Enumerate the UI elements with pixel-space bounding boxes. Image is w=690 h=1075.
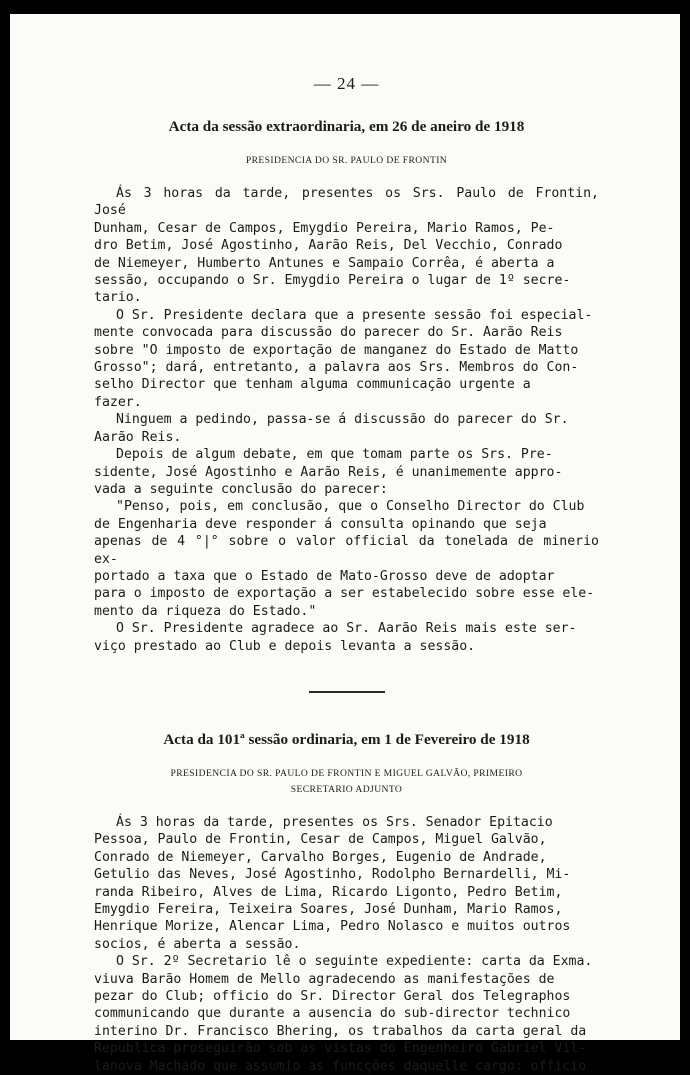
text-line: viuva Barão Homem de Mello agradecendo as manifestações de <box>94 971 555 987</box>
text-line: Republica proseguirão sob as vistas do Engenheiro Gabriel Vil- <box>94 1041 587 1057</box>
section-1-body <box>94 185 599 655</box>
section-2-title: Acta da 101ª sessão ordinaria, em 1 de Fevereiro de 1918 <box>163 730 530 748</box>
section-2-presidency <box>94 766 599 798</box>
text-line: vada a seguinte conclusão do parecer: <box>94 481 388 497</box>
text-line: mente convocada para discussão do parecer do Sr. Aarão Reis <box>94 325 563 341</box>
text-line: sobre "O imposto de exportação de manganez do Estado de Matto <box>94 342 579 358</box>
text-line: de Niemeyer, Humberto Antunes e Sampaio Corrêa, é aberta a <box>94 255 555 271</box>
text-line: O Sr. Presidente declara que a presente sessão foi especial- <box>116 307 593 323</box>
text-line: lanova Machado que assumio as funcções daquelle cargo: officio <box>94 1058 587 1074</box>
text-line: portado a taxa que o Estado de Mato-Grosso deve de adoptar <box>94 568 555 584</box>
document-page <box>10 14 680 1074</box>
page-content <box>94 74 599 1075</box>
text-line: O Sr. Presidente agradece ao Sr. Aarão Reis mais este ser- <box>116 621 577 637</box>
text-line: randa Ribeiro, Alves de Lima, Ricardo Ligonto, Pedro Betim, <box>94 884 563 900</box>
text-line: Emygdio Fereira, Teixeira Soares, José Dunham, Mario Ramos, <box>94 902 563 917</box>
presidency-line: PRESIDENCIA DO SR. PAULO DE FRONTIN E MIGUEL GALVÃO, PRIMEIRO <box>170 767 523 779</box>
section-divider <box>309 691 385 693</box>
text-line: viço prestado ao Club e depois levanta a sessão. <box>94 638 476 654</box>
text-line: interino Dr. Francisco Bhering, os trabalhos da carta geral da <box>94 1023 587 1039</box>
page-number: — 24 — <box>313 74 380 93</box>
section-1-presidency: PRESIDENCIA DO SR. PAULO DE FRONTIN <box>245 155 448 166</box>
text-line: Ninguem a pedindo, passa-se á discussão do parecer do Sr. <box>116 412 569 428</box>
text-line: pezar do Club; officio do Sr. Director Geral dos Telegraphos <box>94 989 571 1005</box>
text-line: Depois de algum debate, em que tomam parte os Srs. Pre- <box>116 447 553 463</box>
text-line: socios, é aberta a sessão. <box>94 936 301 952</box>
text-line: O Sr. 2º Secretario lê o seguinte expediente: carta da Exma. <box>116 954 593 970</box>
text-line: Henrique Morize, Alencar Lima, Pedro Nolasco e muitos outros <box>94 919 571 935</box>
text-line: Getulio das Neves, José Agostinho, Rodolpho Bernardelli, Mi- <box>94 867 571 883</box>
presidency-line: SECRETARIO ADJUNTO <box>290 783 403 795</box>
text-line: "Penso, pois, em conclusão, que o Conselho Director do Club <box>116 499 585 515</box>
text-line: mento da riqueza do Estado." <box>94 603 317 619</box>
text-line: Aarão Reis. <box>94 429 182 445</box>
text-line: Dunham, Cesar de Campos, Emygdio Pereira, Mario Ramos, Pe- <box>94 220 555 236</box>
text-line: Ás 3 horas da tarde, presentes os Srs. Senador Epitacio <box>116 814 553 830</box>
text-line: dro Betim, José Agostinho, Aarão Reis, Del Vecchio, Conrado <box>94 238 563 254</box>
text-line: tario. <box>94 290 142 306</box>
text-line: Ás 3 horas da tarde, presentes os Srs. Paulo de Frontin, José <box>94 186 599 219</box>
text-line: apenas de 4 °|° sobre o valor official da tonelada de minerio ex- <box>94 534 599 567</box>
section-2-body <box>94 814 599 1075</box>
text-line: de Engenharia deve responder á consulta opinando que seja <box>94 516 547 532</box>
text-line: communicando que durante a ausencia do sub-director technico <box>94 1006 571 1022</box>
text-line: Pessoa, Paulo de Frontin, Cesar de Campos, Miguel Galvão, <box>94 832 547 848</box>
text-line: para o imposto de exportação a ser estabelecido sobre esse ele- <box>94 586 595 602</box>
text-line: Conrado de Niemeyer, Carvalho Borges, Eugenio de Andrade, <box>94 849 547 865</box>
text-line: sidente, José Agostinho e Aarão Reis, é unanimemente appro- <box>94 464 563 480</box>
text-line: selho Director que tenham alguma communicação urgente a <box>94 377 531 393</box>
text-line: Grosso"; dará, entretanto, a palavra aos Srs. Membros do Con- <box>94 360 579 376</box>
text-line: sessão, occupando o Sr. Emygdio Pereira o lugar de 1º secre- <box>94 273 571 289</box>
section-1-title: Acta da sessão extraordinaria, em 26 de aneiro de 1918 <box>168 118 525 135</box>
text-line: fazer. <box>94 394 142 410</box>
